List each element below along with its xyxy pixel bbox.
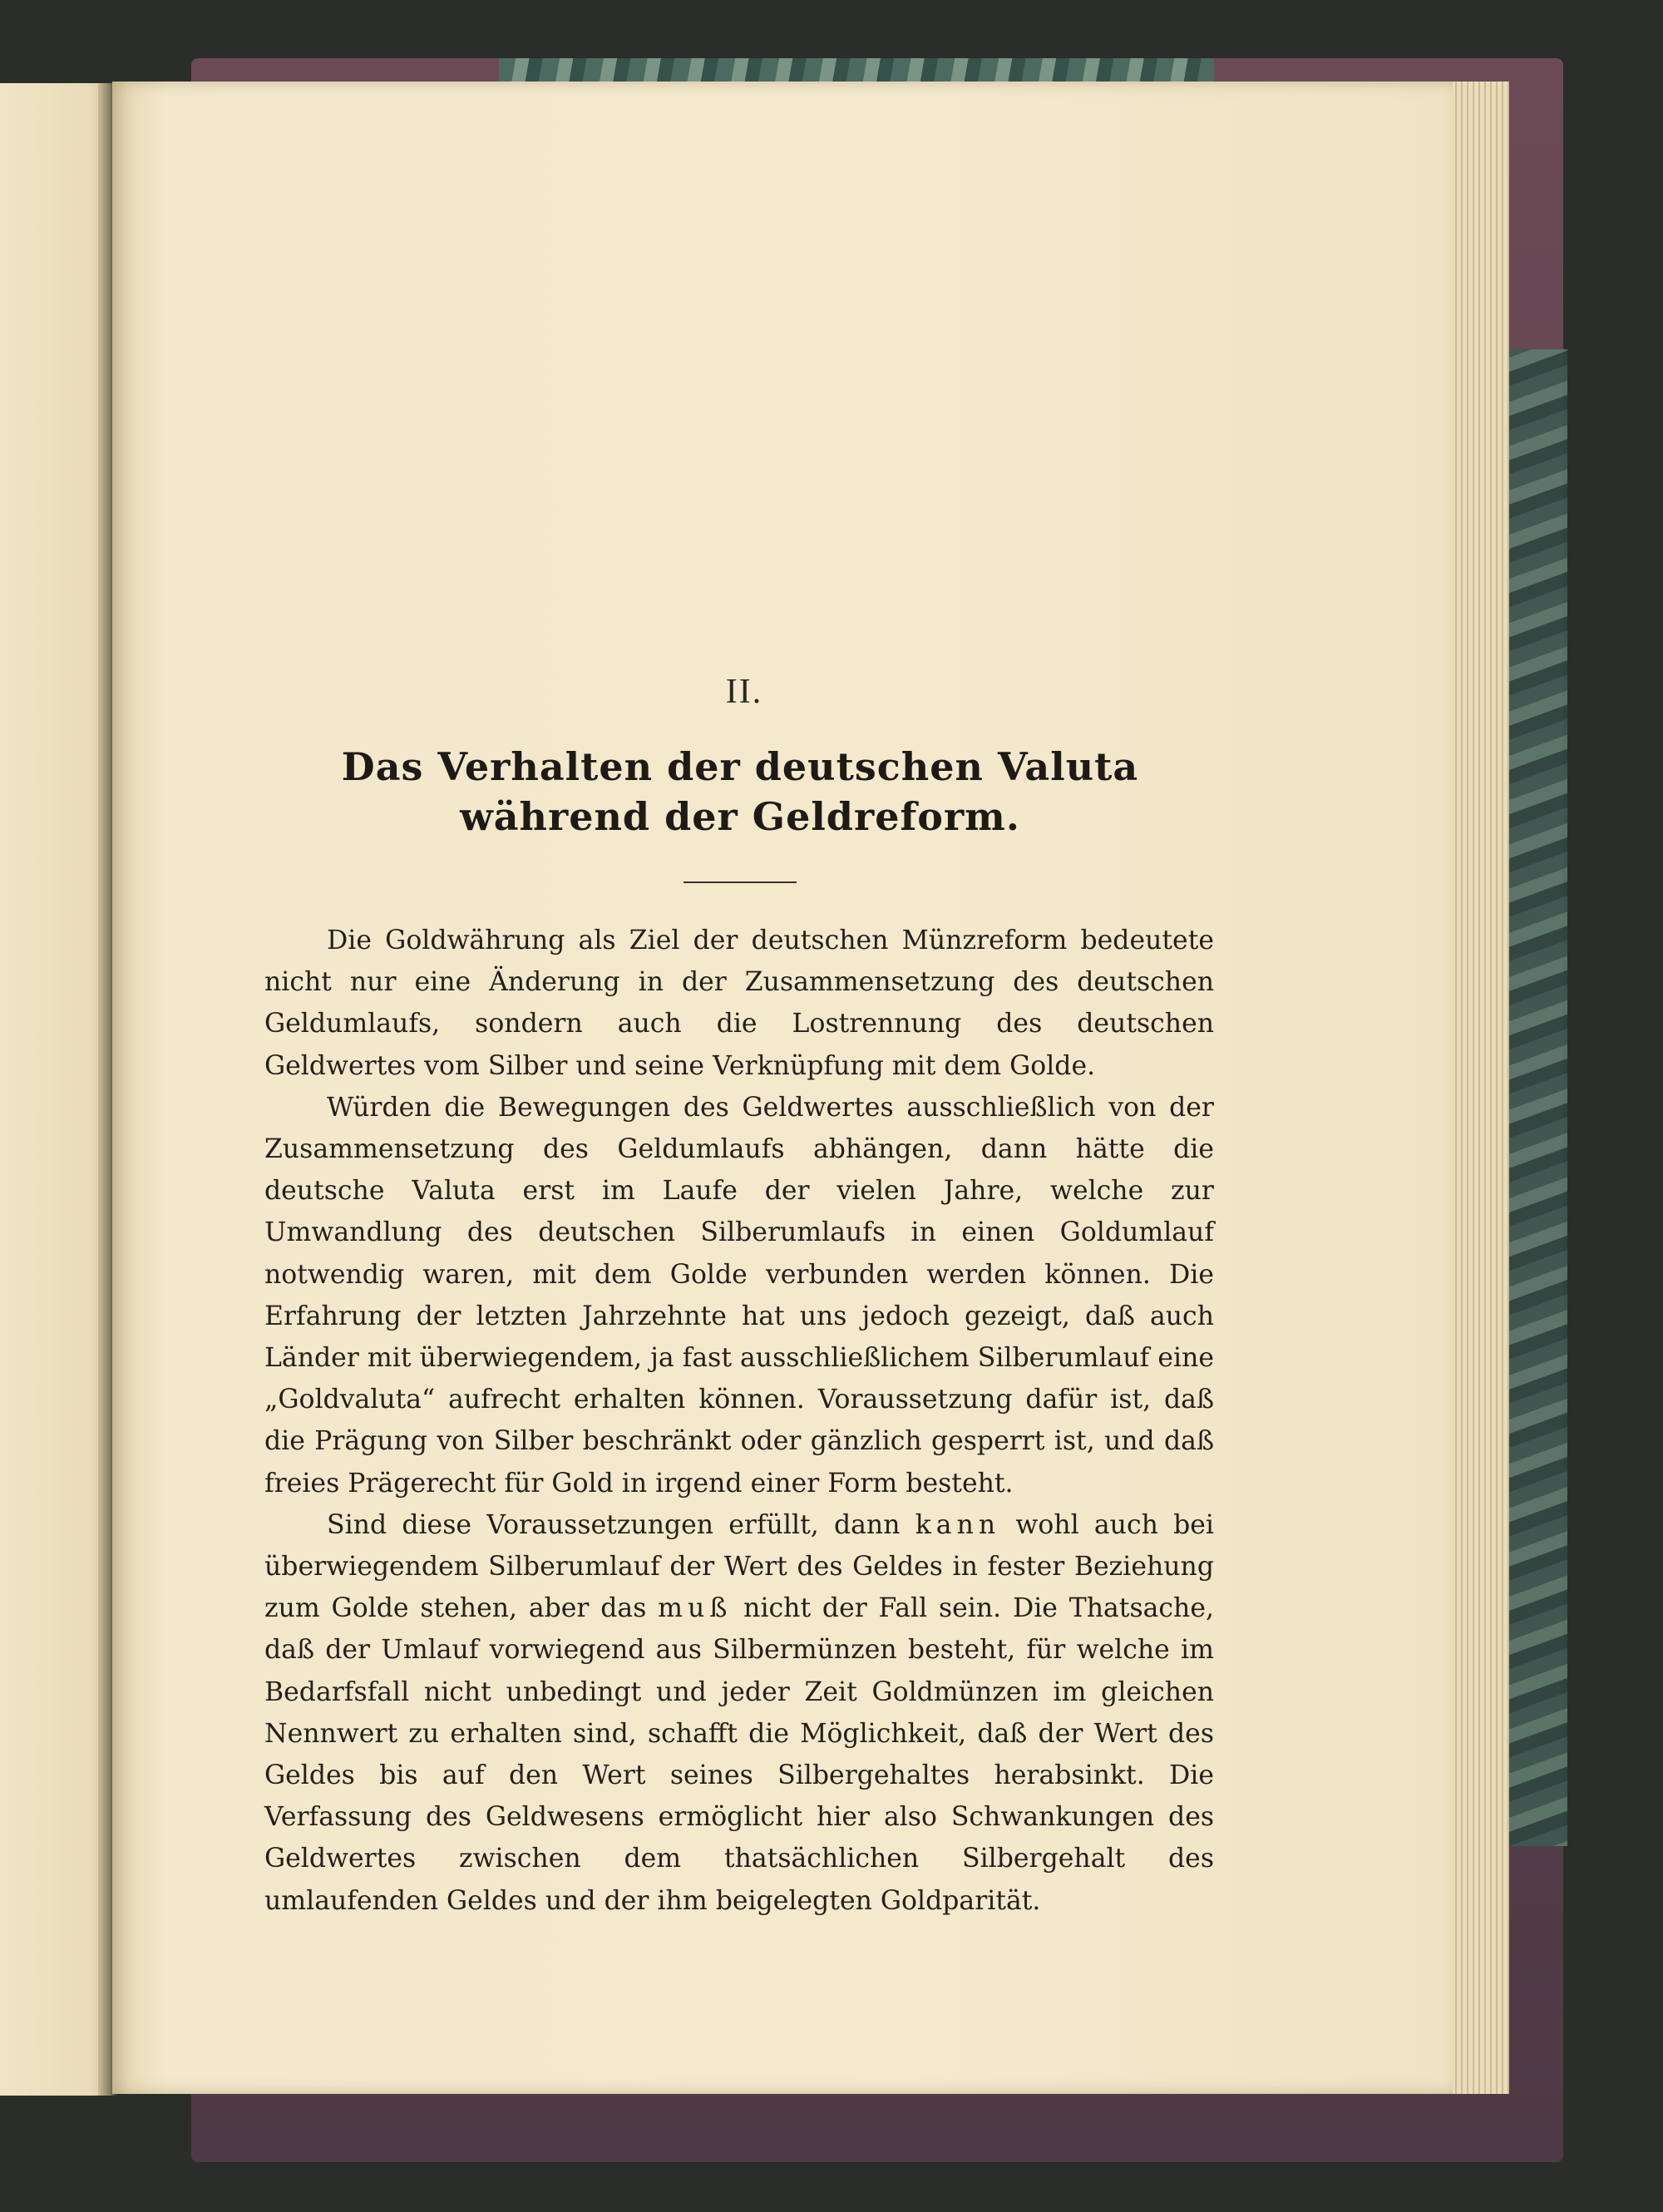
emphasis-kann: kann	[915, 1509, 1001, 1540]
left-page	[0, 83, 112, 2096]
body-text	[264, 920, 1214, 1922]
emphasis-muss: muß	[658, 1593, 733, 1624]
title-divider	[683, 881, 797, 883]
paragraph-3-part-3: nicht der Fall sein. Die Thatsache, daß der Umlauf vorwiegend aus Silbermünzen besteht, für welche im Bedarfsfall nicht unbedingt und jeder Zeit Goldmünzen im gleichen Nennwert zu erhalten sind, schafft die Möglichkeit, daß der Wert des Geldes bis auf den Wert seines Silbergehaltes herabsinkt. Die Verfassung des Geldwesens ermöglicht hier also Schwankungen des Geldwertes zwischen dem thatsächlichen Silbergehalt des umlaufenden Geldes und der ihm beigelegten Goldparität.	[264, 1593, 1214, 1916]
paragraph-2: Würden die Bewegungen des Geldwertes ausschließlich von der Zusammensetzung des Geldumlaufs abhängen, dann hätte die deutsche Valuta erst im Laufe der vielen Jahre, welche zur Umwandlung des deutschen Silberumlaufs in einen Goldumlauf notwendig waren, mit dem Golde verbunden werden können. Die Erfahrung der letzten Jahrzehnte hat uns jedoch gezeigt, daß auch Länder mit überwiegendem, ja fast ausschließlichem Silberumlauf eine „Goldvaluta“ aufrecht erhalten können. Voraussetzung dafür ist, daß die Prägung von Silber beschränkt oder gänzlich gesperrt ist, und daß freies Prägerecht für Gold in irgend einer Form besteht.	[264, 1092, 1214, 1499]
chapter-title: Das Verhalten der deutschen Valuta während der Geldreform.	[341, 744, 1139, 839]
paragraph-1: Die Goldwährung als Ziel der deutschen Münzreform bedeutete nicht nur eine Änderung in der Zusammensetzung des deutschen Geldumlaufs, sondern auch die Lostrennung des deutschen Geldwertes vom Silber und seine Verknüpfung mit dem Golde.	[264, 926, 1214, 1081]
page-edges	[1451, 81, 1509, 2094]
paragraph-3-part-1: Sind diese Voraussetzungen erfüllt, dann	[327, 1509, 915, 1540]
paragraph-3	[264, 1504, 1214, 1922]
paragraph-3-part-2: wohl auch bei überwiegendem Silberumlauf der Wert des Geldes in fester Beziehung zum Golde stehen, aber das	[264, 1509, 1214, 1624]
chapter-number: II.	[725, 673, 763, 711]
